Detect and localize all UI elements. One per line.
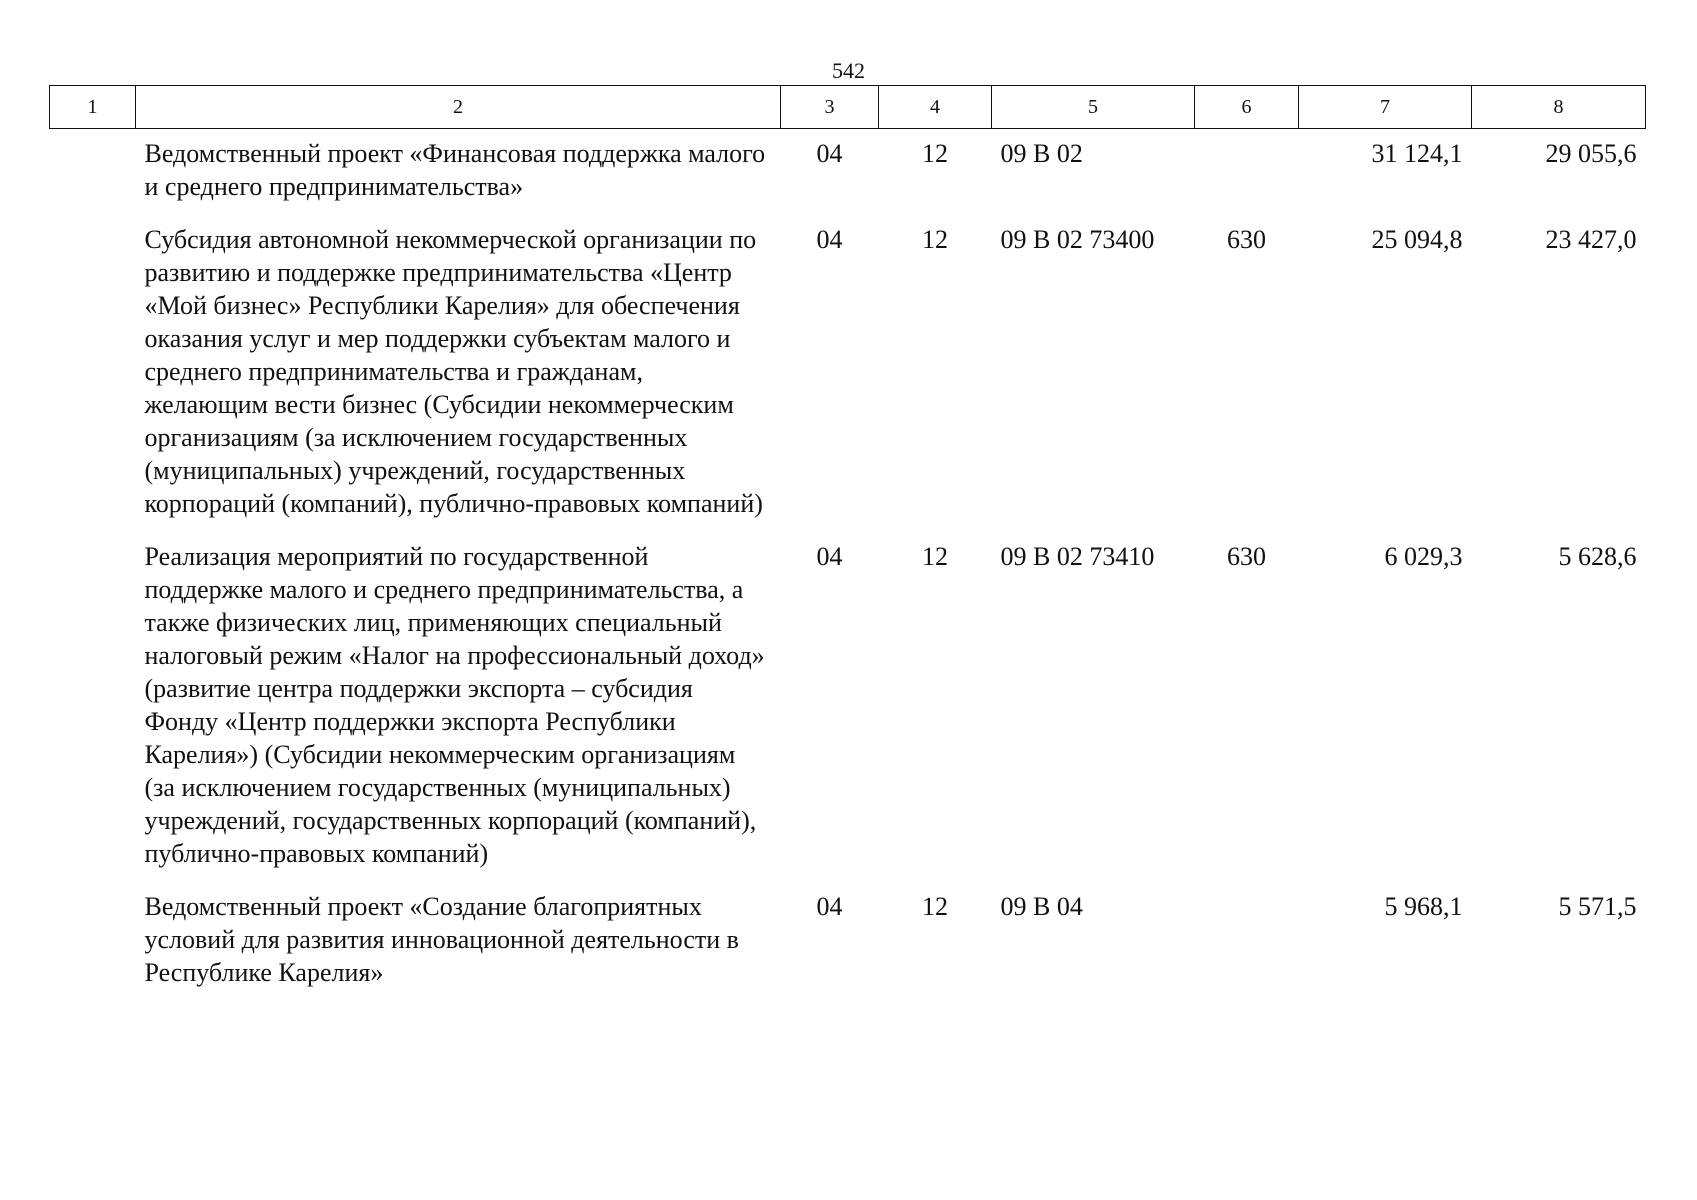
column-header-6: 6: [1195, 86, 1299, 129]
header-row: [50, 86, 1646, 129]
section-code: 04: [816, 139, 843, 168]
amount-column-8: 5 628,6: [1558, 542, 1637, 571]
row-number-cell: [50, 533, 136, 883]
table-row: [50, 883, 1646, 1002]
column-header-1: 1: [50, 86, 136, 129]
row-number-cell: [50, 129, 136, 217]
expense-name: Ведомственный проект «Создание благоприятных условий для развития инновационной деятельности в Республике Карелия»: [144, 892, 739, 987]
subsection-code: 12: [922, 542, 948, 571]
subsection-code: 12: [922, 139, 948, 168]
section-code: 04: [816, 892, 843, 921]
budget-table: [49, 85, 1646, 1002]
column-header-4: 4: [879, 86, 992, 129]
column-header-2: 2: [136, 86, 781, 129]
row-number-cell: [50, 883, 136, 1002]
expense-name: Субсидия автономной некоммерческой организации по развитию и поддержке предпринимательства «Центр «Мой бизнес» Республики Карелия» для обеспечения оказания услуг и мер поддержки субъектам малого и среднего предпринимательства и гражданам, желающим вести бизнес (Субсидии некоммерческим организациям (за исключением государственных (муниципальных) учреждений, государственных корпораций (компаний), публично-правовых компаний): [144, 225, 763, 518]
amount-column-8: 23 427,0: [1545, 225, 1637, 254]
amount-column-7: 31 124,1: [1371, 139, 1463, 168]
amount-column-8: 29 055,6: [1545, 139, 1637, 168]
column-header-7: 7: [1299, 86, 1472, 129]
table-row: [50, 216, 1646, 533]
subsection-code: 12: [922, 892, 948, 921]
amount-column-7: 25 094,8: [1371, 225, 1463, 254]
expense-name: Реализация мероприятий по государственной поддержке малого и среднего предпринимательства, а также физических лиц, применяющих специальный налоговый режим «Налог на профессиональный доход» (развитие центра поддержки экспорта – субсидия Фонду «Центр поддержки экспорта Республики Карелия») (Субсидии некоммерческим организациям (за исключением государственных (муниципальных) учреждений, государственных корпораций (компаний), публично-правовых компаний): [144, 542, 765, 868]
amount-column-7: 5 968,1: [1384, 892, 1463, 921]
page-number: 542: [832, 58, 865, 83]
target-article-code: 09 В 04: [1000, 892, 1083, 921]
expense-type-code: [1195, 129, 1299, 217]
section-code: 04: [816, 542, 843, 571]
row-number-cell: [50, 216, 136, 533]
column-header-5: 5: [992, 86, 1195, 129]
column-header-8: 8: [1472, 86, 1646, 129]
target-article-code: 09 В 02: [1000, 139, 1083, 168]
table-header: [50, 86, 1646, 129]
amount-column-7: 6 029,3: [1384, 542, 1463, 571]
section-code: 04: [816, 225, 843, 254]
target-article-code: 09 В 02 73400: [1000, 225, 1155, 254]
expense-name: Ведомственный проект «Финансовая поддержка малого и среднего предпринимательства»: [144, 139, 766, 201]
table-row: [50, 533, 1646, 883]
expense-type-code: 630: [1227, 225, 1266, 254]
expense-type-code: [1195, 883, 1299, 1002]
table-body: [50, 129, 1646, 1003]
amount-column-8: 5 571,5: [1558, 892, 1637, 921]
expense-type-code: 630: [1227, 542, 1266, 571]
subsection-code: 12: [922, 225, 948, 254]
target-article-code: 09 В 02 73410: [1000, 542, 1155, 571]
column-header-3: 3: [781, 86, 879, 129]
table-row: [50, 129, 1646, 217]
